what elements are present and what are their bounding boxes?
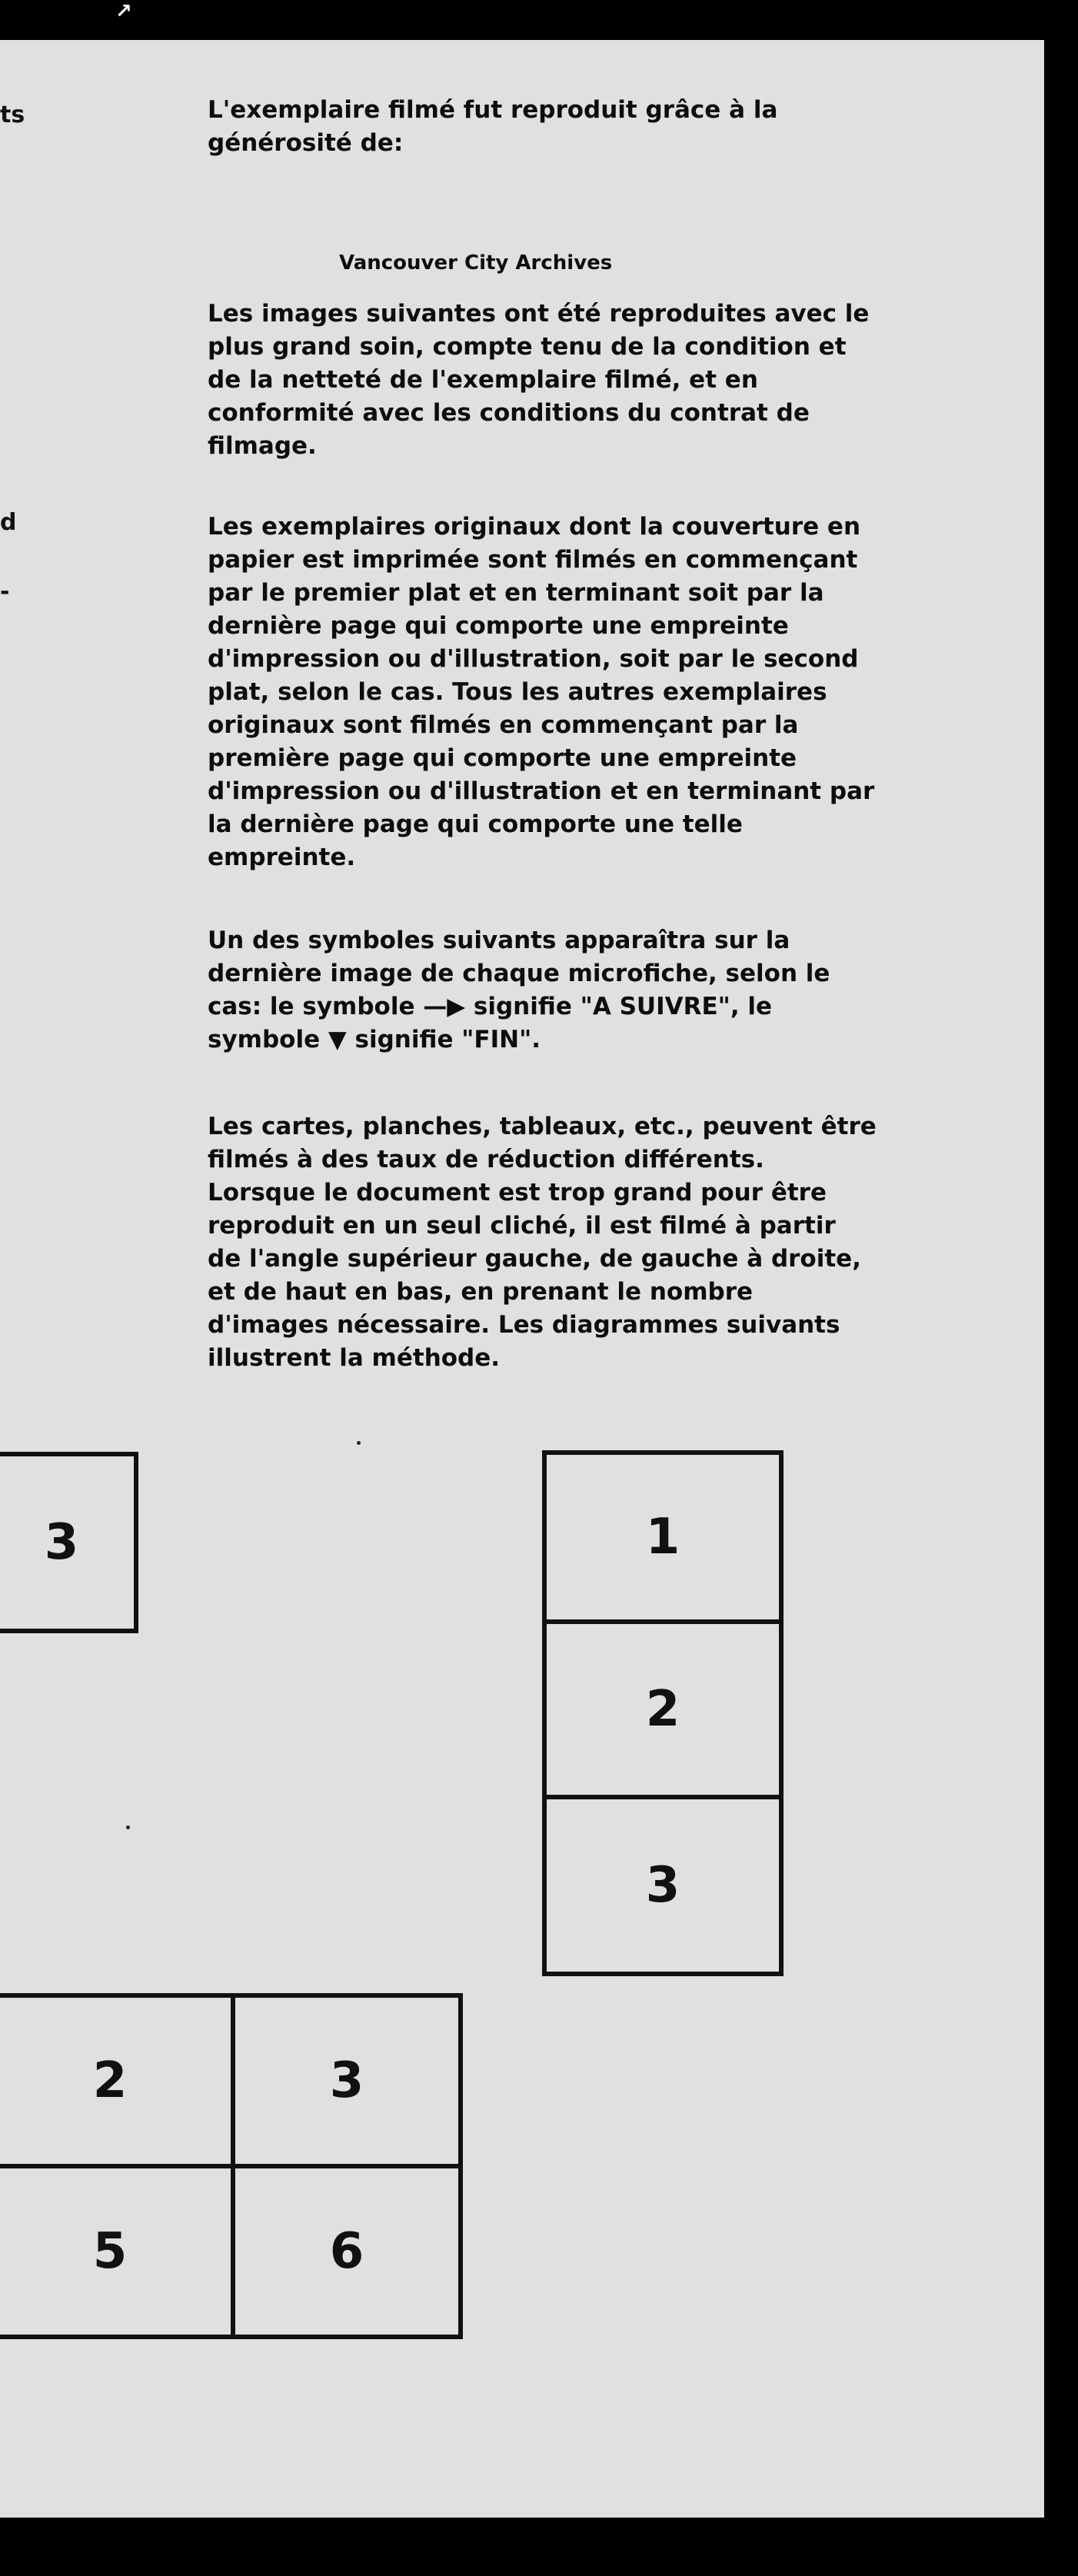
diagram-column-cell: 1 <box>542 1450 784 1624</box>
speck <box>357 1441 361 1445</box>
diagram-grid-cell: 2 <box>0 1993 235 2168</box>
diagram-column-cell: 2 <box>542 1619 784 1799</box>
diagram-grid-cell: 6 <box>231 2164 463 2339</box>
left-edge-fragment: ts <box>0 102 25 128</box>
diagram-column-cell: 3 <box>542 1795 784 1976</box>
left-edge-fragment: d <box>0 509 17 536</box>
paragraph-conditions: Les images suivantes ont été reproduites avec le plus grand soin, compte tenu de la condition et de la netteté de l'exemplaire filmé, et en conformité avec les conditions du contrat de filmage. <box>208 300 870 460</box>
paragraph-maps: Les cartes, planches, tableaux, etc., peuvent être filmés à des taux de réduction différents. Lorsque le document est trop grand pour être reproduit en un seul cliché, il est filmé à partir de l'angle supérieur gauche, de gauche à droite, et de haut en bas, en prenant le nombre d'images nécessaire. Les diagrammes suivants illustrent la méthode. <box>208 1113 877 1372</box>
paragraph-symbols: Un des symboles suivants apparaîtra sur la dernière image de chaque microfiche, selon le cas: le symbole —▶ signifie "A SUIVRE", le symbole ▼ signifie "FIN". <box>208 927 830 1053</box>
paragraph-originals: Les exemplaires originaux dont la couverture en papier est imprimée sont filmés en commençant par le premier plat et en terminant soit par la dernière page qui comporte une empreinte d'impression ou d'illustration, soit par le second plat, selon le cas. Tous les autres exemplaires originaux sont filmés en commençant par la première page qui comporte une empreinte d'impression ou d'illustration et en terminant par la dernière page qui comporte une telle empreinte. <box>208 513 875 871</box>
diagram-grid-cell: 5 <box>0 2164 235 2339</box>
intro-text: L'exemplaire filmé fut reproduit grâce à la générosité de: <box>208 96 778 157</box>
diagram-row-cell: 3 <box>0 1452 138 1633</box>
document-page <box>0 40 1044 2518</box>
left-edge-fragment: - <box>0 578 10 605</box>
credit-institution: Vancouver City Archives <box>339 251 613 275</box>
diagram-grid-cell: 3 <box>231 1993 463 2168</box>
speck <box>126 1825 130 1829</box>
film-frame-mark: ↗ <box>115 0 132 23</box>
